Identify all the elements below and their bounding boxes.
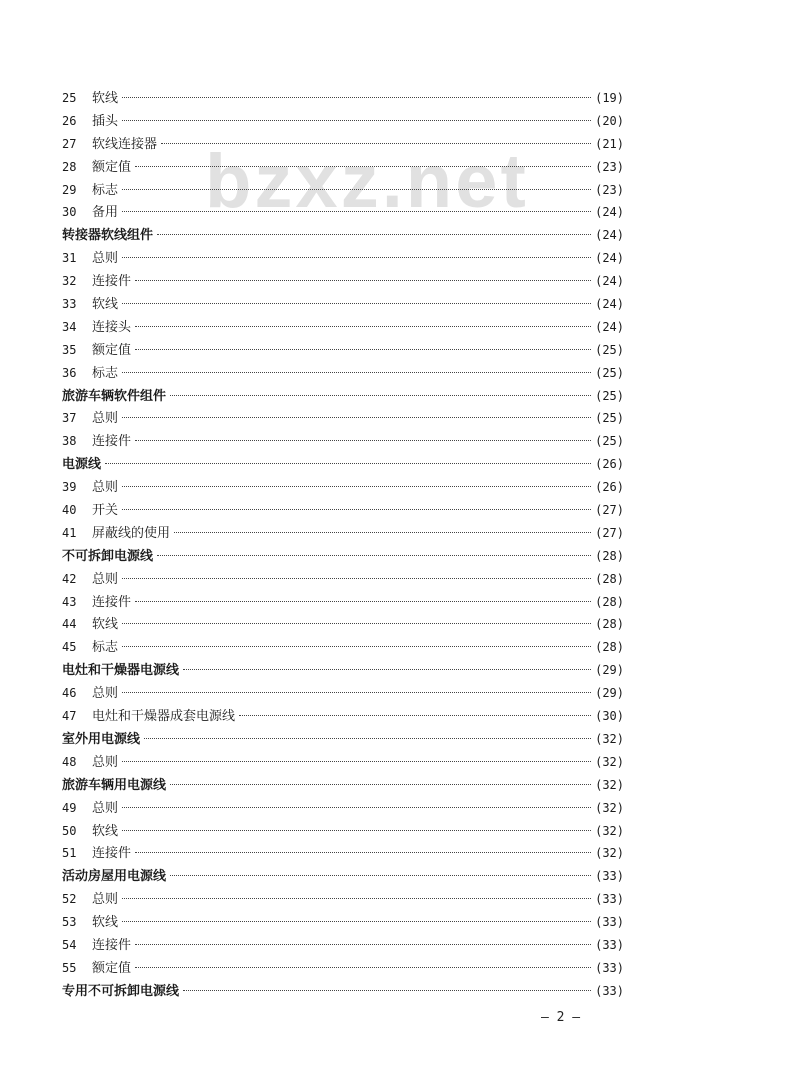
toc-page-reference: (24) [595, 319, 624, 334]
toc-entry-number: 49 [62, 800, 77, 815]
toc-entry-number: 43 [62, 594, 77, 609]
toc-entry-title: 总则 [92, 411, 119, 427]
toc-entry-row [62, 339, 624, 362]
dot-leader [157, 555, 591, 556]
dot-leader [170, 875, 591, 876]
toc-entry-row [62, 133, 624, 156]
toc-entry-number: 29 [62, 182, 77, 197]
toc-entry-number: 25 [62, 91, 77, 105]
toc-entry-row [62, 476, 624, 499]
toc-page-reference: (33) [595, 937, 624, 952]
table-of-contents [62, 87, 624, 1003]
toc-entry-title: 连接件 [92, 846, 132, 862]
toc-entry-title: 总则 [92, 251, 119, 267]
page-number: — 2 — [541, 1010, 581, 1025]
toc-entry-title: 电灶和干燥器成套电源线 [92, 709, 236, 725]
toc-page-reference: (24) [595, 297, 624, 312]
toc-page-reference: (33) [595, 983, 624, 998]
toc-entry-row [62, 636, 624, 659]
toc-entry-title: 额定值 [92, 159, 132, 175]
toc-entry-number: 37 [62, 411, 77, 426]
toc-page-reference: (28) [595, 548, 624, 563]
toc-entry-row [62, 751, 624, 774]
toc-entry-number: 44 [62, 617, 77, 632]
dot-leader [122, 761, 591, 762]
toc-entry-title: 软线连接器 [92, 136, 158, 152]
dot-leader [122, 509, 591, 510]
toc-entry-row [62, 156, 624, 179]
toc-entry-number: 45 [62, 640, 77, 655]
toc-entry-number: 47 [62, 709, 77, 724]
toc-entry-row [62, 87, 624, 110]
dot-leader [122, 189, 591, 190]
toc-page-reference: (32) [595, 846, 624, 861]
toc-page-reference: (25) [595, 388, 624, 403]
toc-entry-title: 额定值 [92, 960, 132, 976]
toc-section-title: 专用不可拆卸电源线 [62, 983, 180, 999]
watermark: bzxz.net [205, 139, 529, 224]
dot-leader [135, 967, 591, 968]
toc-entry-row [62, 430, 624, 453]
toc-page-reference: (20) [595, 113, 624, 128]
toc-entry-title: 备用 [92, 205, 119, 221]
toc-entry-title: 软线 [92, 91, 119, 106]
toc-entry-number: 48 [62, 754, 77, 769]
toc-entry-title: 插头 [92, 113, 119, 129]
toc-entry-row [62, 179, 624, 202]
toc-entry-title: 软线 [92, 823, 119, 839]
dot-leader [122, 921, 591, 922]
toc-page-reference: (33) [595, 869, 624, 884]
toc-section-title: 室外用电源线 [62, 731, 141, 747]
toc-page-reference: (26) [595, 480, 624, 495]
dot-leader [161, 143, 591, 144]
toc-section-title: 电源线 [62, 457, 102, 473]
toc-entry-row [62, 888, 624, 911]
dot-leader [122, 646, 591, 647]
toc-entry-row [62, 682, 624, 705]
toc-entry-title: 标志 [92, 640, 119, 656]
toc-entry-row [62, 797, 624, 820]
dot-leader [122, 303, 591, 304]
toc-section-row [62, 659, 624, 682]
dot-leader [122, 257, 591, 258]
toc-page-reference: (25) [595, 365, 624, 380]
toc-entry-number: 53 [62, 915, 77, 930]
dot-leader [135, 440, 591, 441]
toc-page-reference: (33) [595, 915, 624, 930]
toc-entry-title: 软线 [92, 297, 119, 313]
dot-leader [144, 738, 591, 739]
toc-entry-row [62, 911, 624, 934]
toc-page-reference: (28) [595, 571, 624, 586]
dot-leader [135, 852, 591, 853]
toc-section-row [62, 385, 624, 408]
dot-leader [174, 532, 591, 533]
dot-leader [122, 97, 591, 98]
dot-leader [122, 417, 591, 418]
toc-entry-row [62, 293, 624, 316]
toc-page-reference: (32) [595, 754, 624, 769]
toc-entry-title: 软线 [92, 915, 119, 931]
toc-page-reference: (33) [595, 960, 624, 975]
toc-section-row [62, 728, 624, 751]
toc-page-reference: (24) [595, 251, 624, 266]
dot-leader [183, 669, 591, 670]
toc-entry-title: 屏蔽线的使用 [92, 525, 171, 541]
dot-leader [122, 578, 591, 579]
dot-leader [122, 692, 591, 693]
toc-entry-number: 33 [62, 297, 77, 312]
toc-entry-number: 52 [62, 892, 77, 907]
toc-entry-title: 连接件 [92, 274, 132, 290]
toc-page-reference: (25) [595, 342, 624, 357]
toc-entry-number: 50 [62, 823, 77, 838]
toc-entry-title: 总则 [92, 892, 119, 908]
dot-leader [122, 486, 591, 487]
toc-entry-title: 连接头 [92, 319, 132, 335]
toc-page-reference: (27) [595, 503, 624, 518]
toc-entry-title: 额定值 [92, 342, 132, 358]
toc-entry-title: 总则 [92, 686, 119, 702]
dot-leader [183, 990, 591, 991]
toc-entry-row [62, 820, 624, 843]
toc-entry-row [62, 934, 624, 957]
toc-page-reference: (29) [595, 663, 624, 678]
dot-leader [122, 372, 591, 373]
toc-section-title: 活动房屋用电源线 [62, 869, 167, 885]
toc-entry-row [62, 568, 624, 591]
toc-section-row [62, 224, 624, 247]
toc-entry-number: 34 [62, 319, 77, 334]
dot-leader [170, 395, 591, 396]
toc-page-reference: (23) [595, 159, 624, 174]
toc-page-reference: (33) [595, 892, 624, 907]
toc-entry-row [62, 613, 624, 636]
toc-entry-title: 总则 [92, 800, 119, 816]
toc-section-title: 旅游车辆软件组件 [62, 388, 167, 404]
toc-section-row [62, 453, 624, 476]
toc-entry-title: 软线 [92, 617, 119, 633]
dot-leader [135, 601, 591, 602]
toc-section-title: 电灶和干燥器电源线 [62, 663, 180, 679]
toc-entry-row [62, 705, 624, 728]
toc-entry-row [62, 591, 624, 614]
dot-leader [122, 120, 591, 121]
dot-leader [122, 830, 591, 831]
toc-section-row [62, 980, 624, 1003]
toc-entry-row [62, 362, 624, 385]
dot-leader [122, 807, 591, 808]
toc-entry-number: 28 [62, 159, 77, 174]
toc-page-reference: (23) [595, 182, 624, 197]
toc-entry-row [62, 499, 624, 522]
toc-entry-number: 36 [62, 365, 77, 380]
toc-page-reference: (28) [595, 594, 624, 609]
toc-page-reference: (24) [595, 274, 624, 289]
toc-page-reference: (28) [595, 617, 624, 632]
toc-page-reference: (26) [595, 457, 624, 472]
toc-entry-row [62, 407, 624, 430]
toc-entry-number: 27 [62, 136, 77, 151]
toc-page-reference: (25) [595, 411, 624, 426]
dot-leader [135, 280, 591, 281]
toc-entry-title: 连接件 [92, 937, 132, 953]
toc-entry-title: 总则 [92, 571, 119, 587]
toc-entry-title: 连接件 [92, 434, 132, 450]
toc-entry-number: 51 [62, 846, 77, 861]
toc-page-reference: (21) [595, 136, 624, 151]
toc-entry-number: 35 [62, 342, 77, 357]
toc-entry-number: 54 [62, 937, 77, 952]
toc-page-reference: (30) [595, 709, 624, 724]
dot-leader [122, 211, 591, 212]
toc-section-row [62, 545, 624, 568]
toc-entry-number: 55 [62, 960, 77, 975]
toc-section-title: 旅游车辆用电源线 [62, 777, 167, 793]
toc-entry-number: 30 [62, 205, 77, 220]
dot-leader [135, 349, 591, 350]
toc-section-title: 不可拆卸电源线 [62, 548, 154, 564]
toc-entry-number: 39 [62, 480, 77, 495]
toc-page-reference: (24) [595, 205, 624, 220]
toc-entry-row [62, 842, 624, 865]
toc-entry-title: 标志 [92, 182, 119, 198]
toc-entry-row [62, 201, 624, 224]
toc-entry-number: 26 [62, 113, 77, 128]
toc-entry-title: 标志 [92, 365, 119, 381]
toc-entry-row [62, 316, 624, 339]
toc-entry-title: 开关 [92, 503, 119, 519]
toc-entry-row [62, 957, 624, 980]
toc-page-reference: (29) [595, 686, 624, 701]
toc-page-reference: (25) [595, 434, 624, 449]
toc-page-reference: (32) [595, 777, 624, 792]
dot-leader [239, 715, 591, 716]
toc-entry-number: 32 [62, 274, 77, 289]
toc-entry-number: 40 [62, 503, 77, 518]
toc-entry-number: 31 [62, 251, 77, 266]
dot-leader [122, 898, 591, 899]
toc-entry-row [62, 270, 624, 293]
toc-section-title: 转接器软线组件 [62, 228, 154, 244]
dot-leader [135, 944, 591, 945]
dot-leader [105, 463, 591, 464]
dot-leader [135, 166, 591, 167]
toc-entry-row [62, 522, 624, 545]
dot-leader [122, 623, 591, 624]
dot-leader [170, 784, 591, 785]
toc-entry-row [62, 110, 624, 133]
toc-page-reference: (19) [595, 91, 624, 105]
toc-entry-title: 连接件 [92, 594, 132, 610]
toc-entry-row [62, 247, 624, 270]
toc-entry-number: 42 [62, 571, 77, 586]
toc-entry-number: 38 [62, 434, 77, 449]
toc-page-reference: (32) [595, 731, 624, 746]
toc-page-reference: (27) [595, 525, 624, 540]
dot-leader [157, 234, 591, 235]
toc-page-reference: (24) [595, 228, 624, 243]
dot-leader [135, 326, 591, 327]
toc-section-row [62, 865, 624, 888]
toc-entry-title: 总则 [92, 480, 119, 496]
toc-page-reference: (32) [595, 800, 624, 815]
toc-page-reference: (32) [595, 823, 624, 838]
toc-section-row [62, 774, 624, 797]
toc-entry-number: 41 [62, 525, 77, 540]
toc-entry-number: 46 [62, 686, 77, 701]
toc-entry-title: 总则 [92, 754, 119, 770]
toc-page-reference: (28) [595, 640, 624, 655]
